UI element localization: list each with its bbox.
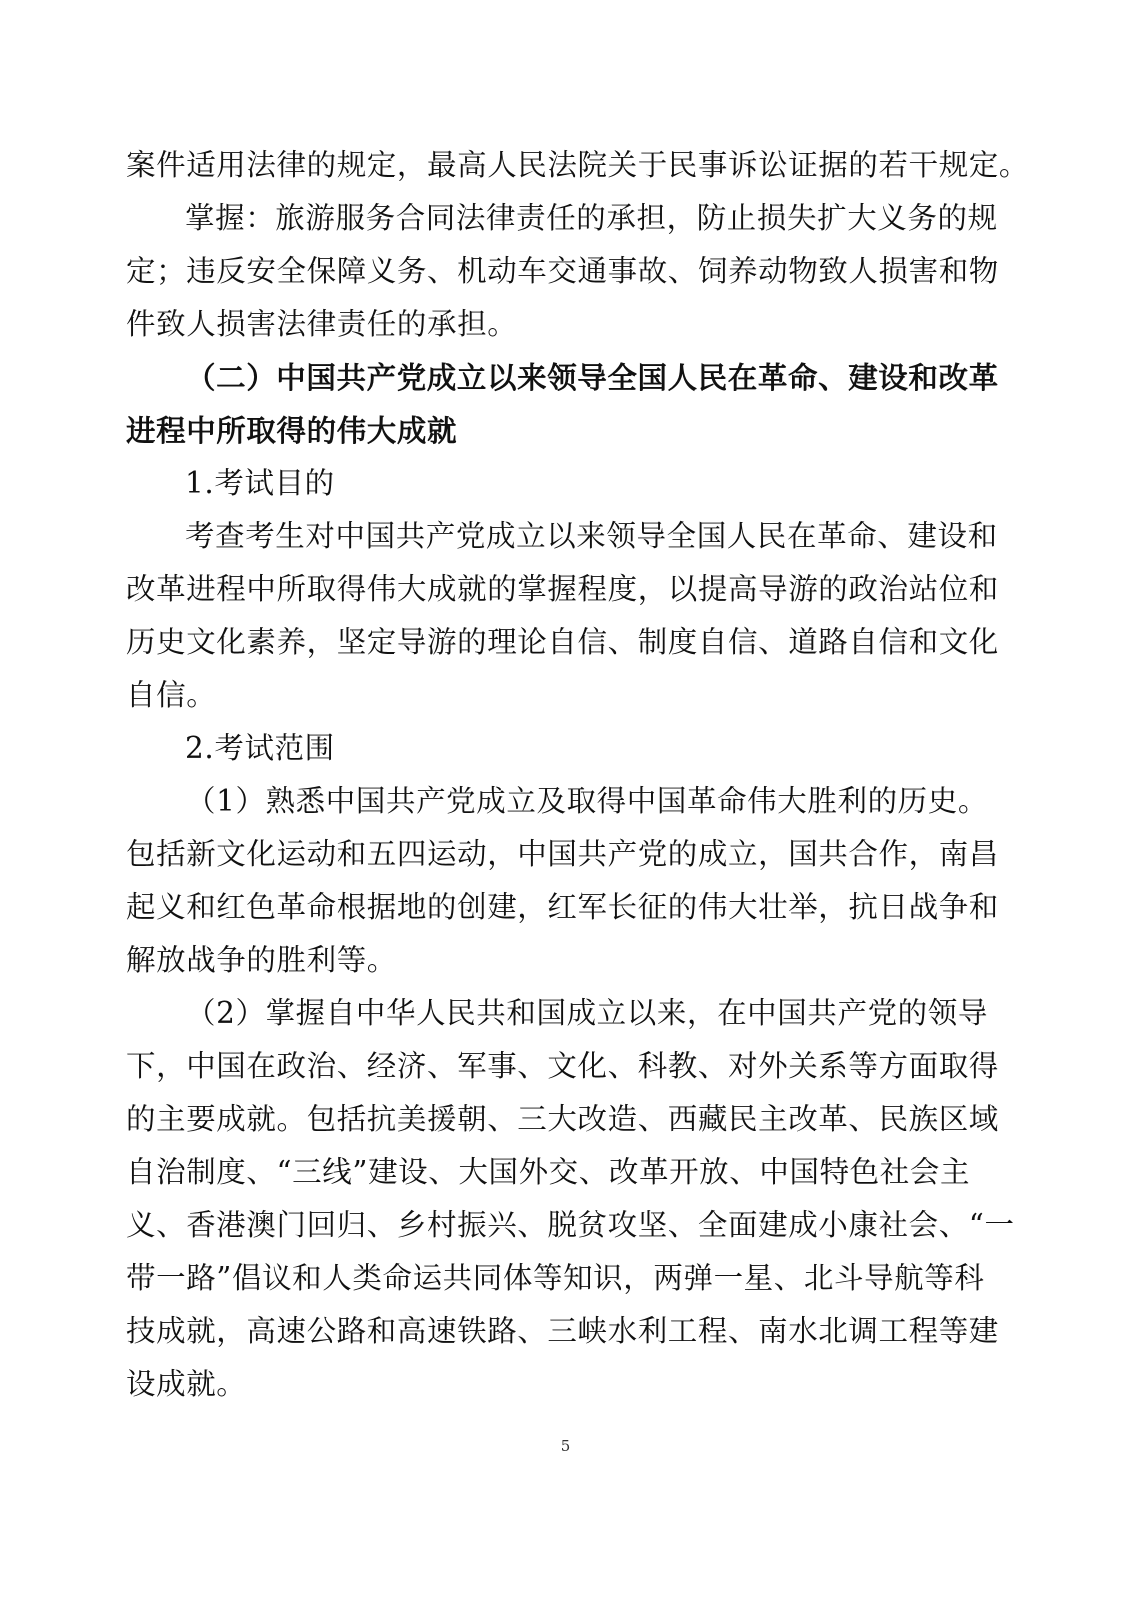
subsection-heading: 1.考试目的 (185, 466, 335, 500)
body-line: 解放战争的胜利等。 (126, 943, 397, 977)
body-line: 带一路”倡议和人类命运共同体等知识，两弹一星、北斗导航等科 (126, 1261, 985, 1295)
body-line: 自治制度、“三线”建设、大国外交、改革开放、中国特色社会主 (126, 1155, 971, 1189)
body-line: 改革进程中所取得伟大成就的掌握程度，以提高导游的政治站位和 (126, 572, 999, 606)
subsection-heading: 2.考试范围 (185, 731, 335, 765)
body-line: 自信。 (126, 678, 217, 712)
body-line: 义、香港澳门回归、乡村振兴、脱贫攻坚、全面建成小康社会、“一 (126, 1208, 1015, 1242)
body-line: 历史文化素养，坚定导游的理论自信、制度自信、道路自信和文化 (126, 625, 999, 659)
section-heading: 进程中所取得的伟大成就 (126, 413, 458, 448)
body-line: 设成就。 (126, 1367, 247, 1401)
document-body (126, 139, 1030, 1411)
body-line: 技成就，高速公路和高速铁路、三峡水利工程、南水北调工程等建 (126, 1314, 999, 1348)
body-line: 下，中国在政治、经济、军事、文化、科教、对外关系等方面取得 (126, 1049, 999, 1083)
section-heading: （二）中国共产党成立以来领导全国人民在革命、建设和改革 (186, 360, 999, 395)
body-line: 案件适用法律的规定，最高人民法院关于民事诉讼证据的若干规定。 (126, 148, 1030, 182)
body-line: 包括新文化运动和五四运动，中国共产党的成立，国共合作，南昌 (126, 837, 999, 871)
body-line: （1）熟悉中国共产党成立及取得中国革命伟大胜利的历史。 (186, 784, 988, 818)
body-line: 考查考生对中国共产党成立以来领导全国人民在革命、建设和 (185, 519, 998, 553)
body-line: 的主要成就。包括抗美援朝、三大改造、西藏民主改革、民族区域 (126, 1102, 999, 1136)
body-line: （2）掌握自中华人民共和国成立以来，在中国共产党的领导 (186, 996, 988, 1030)
body-line: 起义和红色革命根据地的创建，红军长征的伟大壮举，抗日战争和 (126, 890, 999, 924)
body-line: 定；违反安全保障义务、机动车交通事故、饲养动物致人损害和物 (126, 254, 999, 288)
body-line: 掌握：旅游服务合同法律责任的承担，防止损失扩大义务的规 (185, 201, 998, 235)
page-number: 5 (560, 1437, 571, 1455)
body-line: 件致人损害法律责任的承担。 (126, 307, 518, 341)
